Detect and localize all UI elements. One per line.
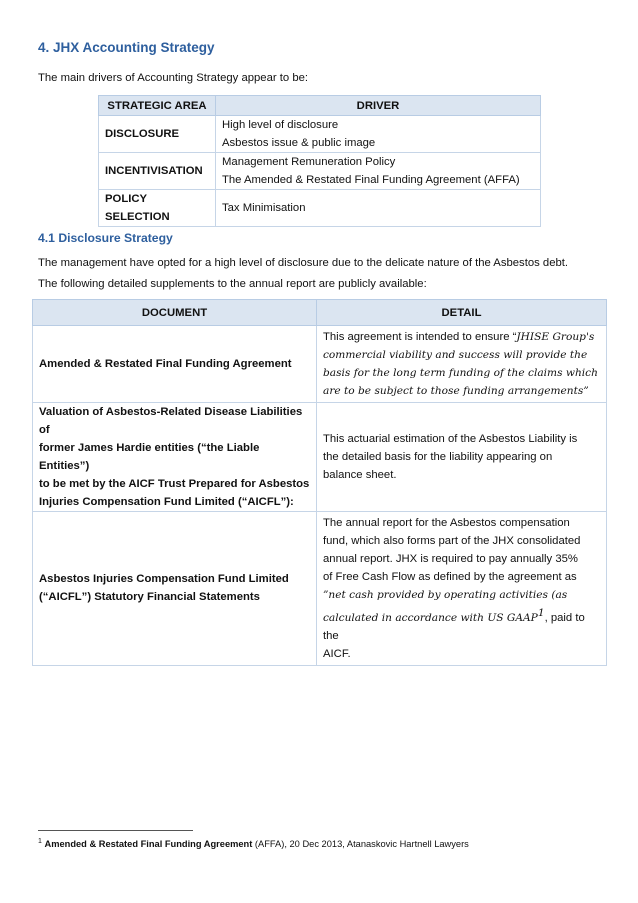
driver-line: Tax Minimisation — [222, 202, 306, 214]
intro-paragraph: The main drivers of Accounting Strategy appear to be: — [38, 72, 309, 84]
driver-line: Asbestos issue & public image — [222, 137, 376, 149]
detail-quote-line: calculated in accordance with US GAAP — [323, 611, 538, 624]
detail-quote: JHISE Group's commercial viability and success will provide the basis for the long term funding of the claims which are to be subject to those funding arrangements” — [323, 331, 598, 397]
detail-line: annual report. JHX is required to pay annually 35% — [323, 553, 578, 565]
driver-line: Management Remuneration Policy — [222, 156, 396, 168]
driver-cell — [216, 153, 541, 190]
column-header-document: DOCUMENT — [33, 300, 317, 326]
detail-cell — [317, 326, 607, 403]
supplements-paragraph: The following detailed supplements to the annual report are publicly available: — [38, 278, 427, 290]
document-line: to be met by the AICF Trust Prepared for Asbestos — [39, 478, 310, 490]
footnote-marker: 1 — [38, 838, 42, 845]
documents-table-header — [33, 300, 607, 326]
document-cell: Amended & Restated Final Funding Agreement — [33, 326, 317, 403]
document-cell — [33, 403, 317, 512]
document-line: Asbestos Injuries Compensation Fund Limited — [39, 573, 289, 586]
strategic-area-cell: DISCLOSURE — [99, 116, 216, 153]
detail-line: The annual report for the Asbestos compensation — [323, 517, 570, 529]
detail-line: This actuarial estimation of the Asbestos Liability is — [323, 433, 578, 445]
detail-line: the detailed basis for the liability appearing on — [323, 451, 553, 463]
section-heading: 4. JHX Accounting Strategy — [38, 40, 215, 55]
driver-line: High level of disclosure — [222, 119, 339, 131]
column-header-strategic-area: STRATEGIC AREA — [99, 96, 216, 116]
column-header-detail: DETAIL — [317, 300, 607, 326]
table-row — [99, 190, 541, 227]
document-cell — [33, 512, 317, 666]
footnote-text: (AFFA), 20 Dec 2013, Atanaskovic Hartnell Lawyers — [252, 839, 469, 850]
table-row — [33, 326, 607, 403]
detail-cell — [317, 403, 607, 512]
detail-text: , paid to the — [323, 611, 585, 642]
table-row — [99, 153, 541, 190]
detail-text: This agreement is intended to ensure “ — [323, 331, 517, 343]
footnote — [38, 838, 469, 849]
detail-cell — [317, 512, 607, 666]
detail-quote-line: ”net cash provided by operating activities (as — [323, 589, 568, 601]
driver-line: The Amended & Restated Final Funding Agreement (AFFA) — [222, 174, 520, 186]
document-line: former James Hardie entities (“the Liable Entities”) — [39, 442, 260, 472]
strategy-table-header — [99, 96, 541, 116]
document-line: Valuation of Asbestos-Related Disease Liabilities of — [39, 406, 303, 436]
strategy-table — [98, 95, 541, 227]
table-row — [33, 512, 607, 666]
driver-cell — [216, 190, 541, 227]
detail-line: balance sheet. — [323, 469, 397, 481]
strategic-area-cell: INCENTIVISATION — [99, 153, 216, 190]
footnote-title: Amended & Restated Final Funding Agreement — [44, 839, 253, 850]
detail-line — [323, 604, 600, 645]
detail-line: of Free Cash Flow as defined by the agreement as — [323, 571, 577, 583]
footnote-separator — [38, 830, 193, 831]
disclosure-paragraph: The management have opted for a high level of disclosure due to the delicate nature of the Asbestos debt. — [38, 257, 569, 269]
table-row — [33, 403, 607, 512]
table-row — [99, 116, 541, 153]
document-line: Injuries Compensation Fund Limited (“AICFL”): — [39, 496, 294, 508]
detail-line: fund, which also forms part of the JHX consolidated — [323, 535, 581, 547]
strategic-area-cell: POLICY SELECTION — [99, 190, 216, 227]
driver-cell — [216, 116, 541, 153]
footnote-reference: 1 — [537, 607, 545, 619]
subsection-heading: 4.1 Disclosure Strategy — [38, 231, 173, 245]
detail-line: AICF. — [323, 647, 351, 660]
documents-table — [32, 299, 607, 666]
document-line: (“AICFL”) Statutory Financial Statements — [39, 591, 260, 604]
column-header-driver: DRIVER — [216, 96, 541, 116]
